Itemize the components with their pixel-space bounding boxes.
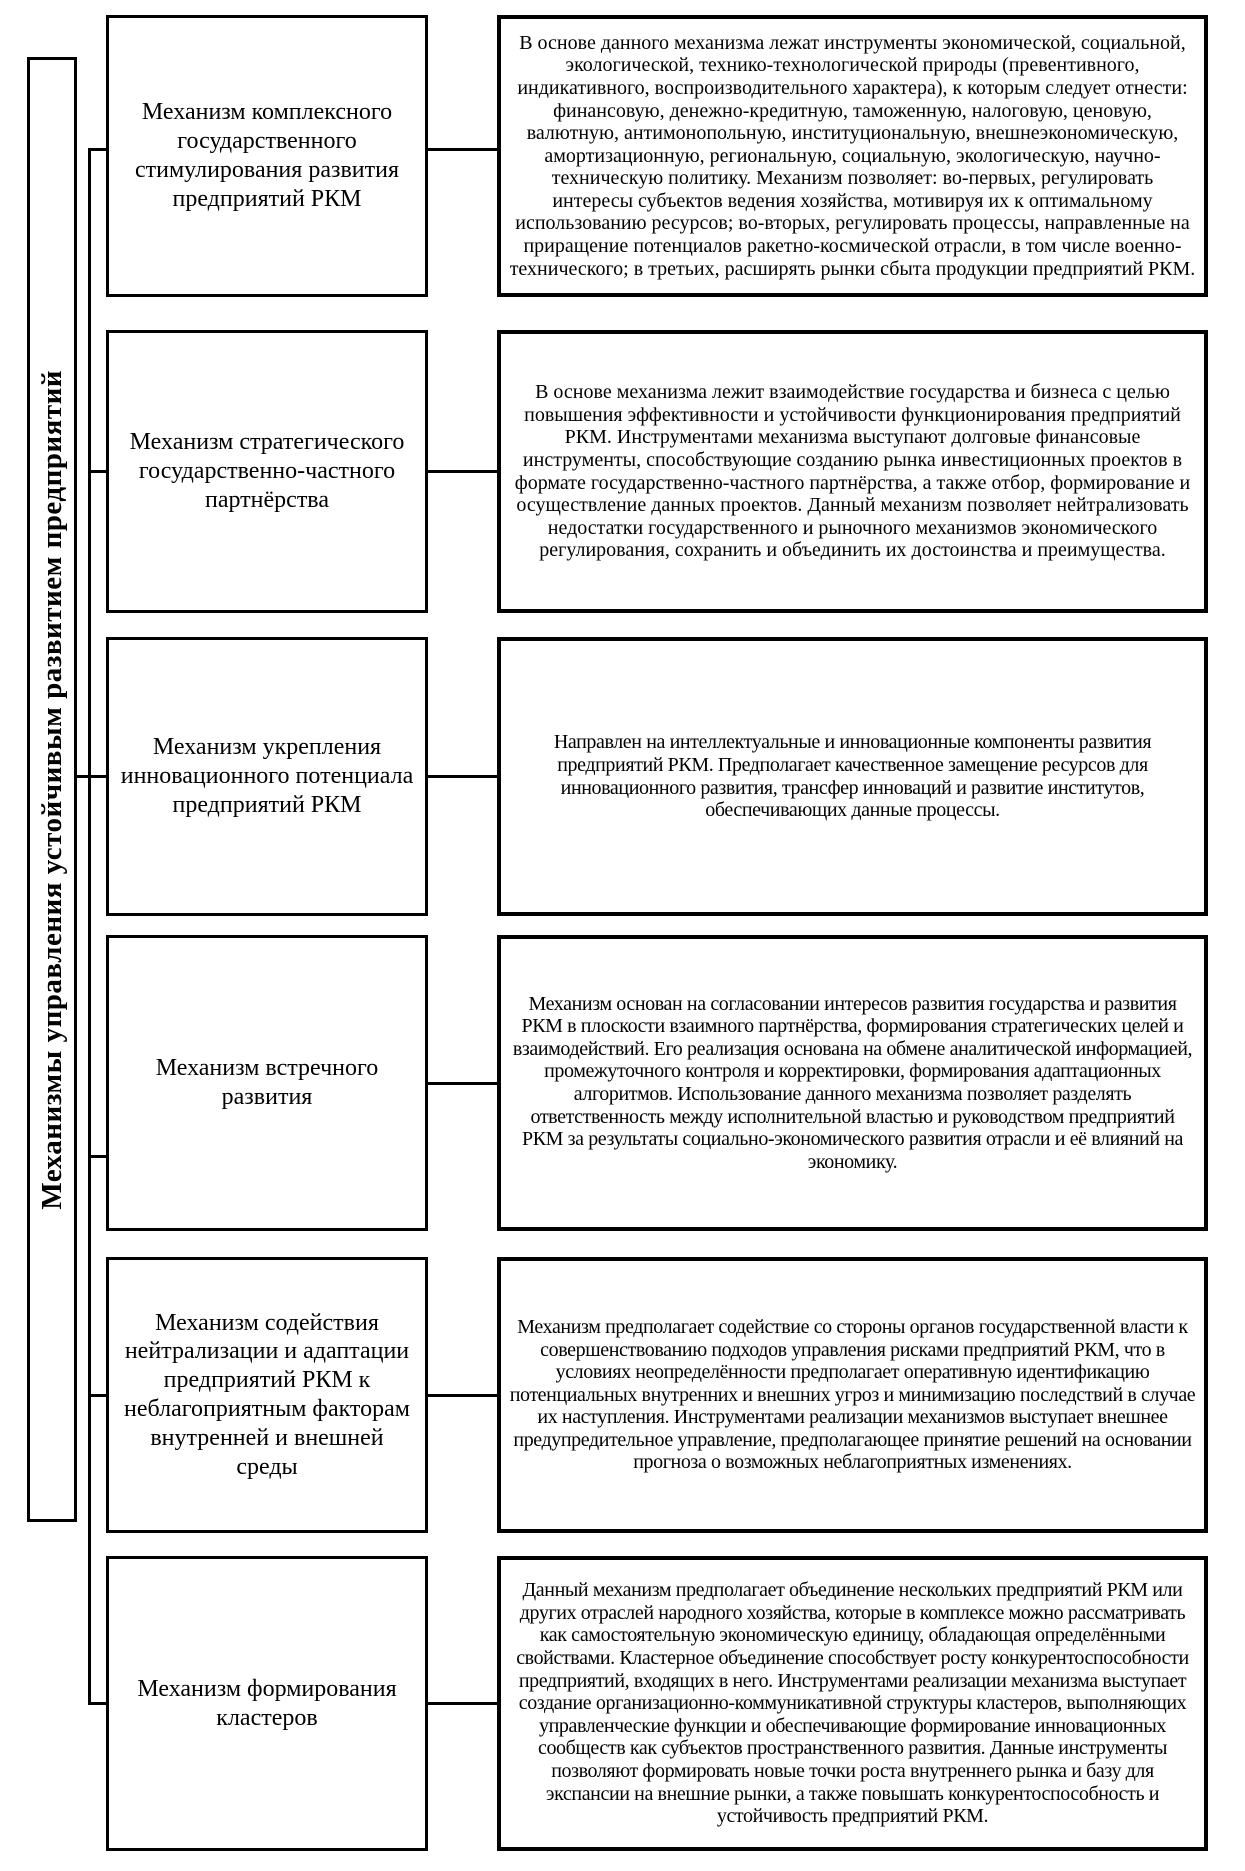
- side-title: Механизмы управления устойчивым развитием предприятий: [35, 369, 68, 1210]
- connector-line: [428, 775, 497, 778]
- description-text: В основе данного механизма лежат инструменты экономической, социальной, экологической, технико-технологической природы (превентивного, индикативного, воспроизводительного характера), к которым следует отнести: финансовую, денежно-кредитную, таможенную, налоговую, ценовую, валютную, антимонопольную, институциональную, внешнеэкономическую, амортизационную, региональную, социальную, экологическую, научно-техническую политику. Механизм позволяет: во-первых, регулировать интересы субъектов ведения хозяйства, мотивируя их к оптимальному использованию ресурсов; во-вторых, регулировать процессы, направленные на приращение потенциалов ракетно-космической отрасли, в том числе военно-технического; в третьих, расширять рынки сбыта продукции предприятий РКМ.: [509, 31, 1196, 280]
- connector-line: [428, 1082, 497, 1085]
- connector-trunk: [88, 148, 91, 1705]
- connector-line: [428, 148, 497, 151]
- connector-line: [428, 1394, 497, 1397]
- mechanism-box-4: [106, 935, 428, 1231]
- connector-line: [88, 1155, 106, 1158]
- connector-line: [88, 470, 106, 473]
- mechanism-box-3: [106, 637, 428, 916]
- connector-line: [88, 1394, 106, 1397]
- connector-line: [88, 148, 106, 151]
- connector-line: [428, 470, 497, 473]
- mechanism-label: Механизм укрепления инновационного потенциала предприятий РКМ: [120, 734, 414, 818]
- description-box-6: [497, 1556, 1208, 1851]
- description-box-2: [497, 330, 1208, 613]
- mechanism-label: Механизм содействия нейтрализации и адаптации предприятий РКМ к неблагоприятным факторам внутренней и внешней среды: [124, 1309, 410, 1480]
- description-box-4: [497, 935, 1208, 1231]
- description-text: В основе механизма лежит взаимодействие государства и бизнеса с целью повышения эффективности и устойчивости функционирования предприятий РКМ. Инструментами механизма выступают долговые финансовые инструменты, способствующие созданию рынка инвестиционных проектов в формате государственно-частного партнёрства, а также отбор, формирование и осуществление данных проектов. Данный механизм позволяет нейтрализовать недостатки государственного и рыночного механизмов экономического регулирования, сохранить и объединить их достоинства и преимущества.: [514, 381, 1191, 562]
- connector-line: [77, 775, 106, 778]
- mechanism-box-1: [106, 15, 428, 297]
- mechanism-label: Механизм комплексного государственного стимулирования развития предприятий РКМ: [134, 99, 399, 212]
- connector-line: [428, 1702, 497, 1705]
- description-text: Направлен на интеллектуальные и инновационные компоненты развития предприятий РКМ. Предполагает качественное замещение ресурсов для инновационного развития, трансфер инноваций и развитие институтов, обеспечивающих данные процессы.: [553, 731, 1152, 822]
- description-box-5: [497, 1257, 1208, 1533]
- mechanism-label: Механизм стратегического государственно-частного партнёрства: [129, 429, 405, 513]
- mechanism-box-5: [106, 1257, 428, 1533]
- description-text: Механизм предполагает содействие со стороны органов государственной власти к совершенствованию подходов управления рисками предприятий РКМ, что в условиях неопределённости предполагает оперативную идентификацию потенциальных внутренних и внешних угроз и минимизацию последствий в случае их наступления. Инструментами реализации механизмов выступает внешнее предупредительное управление, предполагающее принятие решений на основании прогноза о возможных неблагоприятных изменениях.: [509, 1315, 1196, 1474]
- mechanism-label: Механизм формирования кластеров: [137, 1675, 397, 1731]
- mechanism-box-2: [106, 330, 428, 613]
- description-box-1: [497, 15, 1208, 297]
- description-text: Механизм основан на согласовании интересов развития государства и развития РКМ в плоскости взаимного партнёрства, формирования стратегических целей и взаимодействий. Его реализация основана на обмене аналитической информацией, промежуточного контроля и корректировки, формирования адаптационных алгоритмов. Использование данного механизма позволяет разделять ответственность между исполнительной властью и руководством предприятий РКМ за результаты социально-экономического развития отрасли и её влияний на экономику.: [512, 992, 1193, 1173]
- mechanism-box-6: [106, 1556, 428, 1851]
- description-text: Данный механизм предполагает объединение нескольких предприятий РКМ или других отраслей народного хозяйства, которые в комплексе можно рассматривать как самостоятельную экономическую единицу, обладающая определёнными свойствами. Кластерное объединение способствует росту конкурентоспособности предприятий, входящих в него. Инструментами реализации механизма выступает создание организационно-коммуникативной структуры кластеров, выполняющих управленческие функции и обеспечивающие формирование инновационных сообществ как субъектов пространственного развития. Данные инструменты позволяют формировать новые точки роста внутреннего рынка и базу для экспансии на внешние рынки, а также повышать конкурентоспособность и устойчивость предприятий РКМ.: [516, 1579, 1189, 1828]
- connector-line: [88, 1702, 106, 1705]
- mechanism-label: Механизм встречного развития: [155, 1055, 379, 1110]
- description-box-3: [497, 637, 1208, 916]
- side-title-box: [27, 57, 77, 1522]
